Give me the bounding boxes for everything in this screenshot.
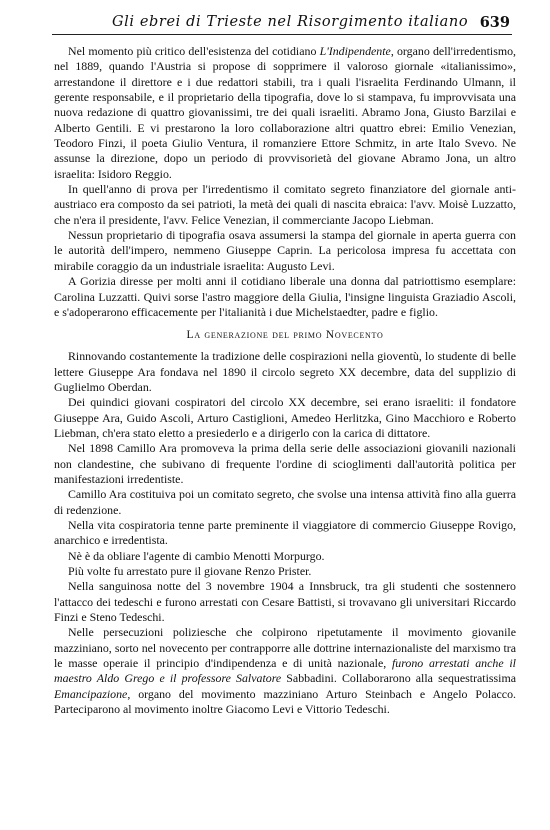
paragraph-6: Dei quindici giovani cospiratori del circolo XX decembre, sei erano israeliti: il fondatore Giuseppe Ara, Guido Ascoli, Arturo Castiglioni, Amedeo Herlitzka, Gino Macchioro e Roberto Liebman, ch'era stato eletto a presiederlo e a dirigerlo con la carica di dittatore. — [54, 395, 516, 440]
paragraph-4: A Gorizia diresse per molti anni il cotidiano liberale una donna dal patriottismo esemplare: Carolina Luzzatti. Quivi sorse l'astro maggiore della Giulia, l'insigne linguista Graziadio Ascoli, e s'adoperarono efficacemente per l'italianità i due Michelstaedter, padre e figlio. — [54, 274, 516, 319]
paragraph-12: Nella sanguinosa notte del 3 novembre 1904 a Innsbruck, tra gli studenti che sostennero l'attacco dei tedeschi e furono arrestati con Cesare Battisti, si trovavano gli universitari Riccardo Finzi e Steno Tedeschi. — [54, 579, 516, 625]
running-title: Gli ebrei di Trieste nel Risorgimento italiano — [112, 14, 469, 30]
running-head — [52, 12, 512, 35]
italic-passage: furono arrestati anche il maestro Aldo Grego e il professore Salvatore — [54, 656, 516, 686]
paragraph-10: Nè è da obliare l'agente di cambio Menotti Morpurgo. — [68, 548, 325, 563]
publication-name: Emancipazione — [54, 686, 128, 701]
paragraph-7: Nel 1898 Camillo Ara promoveva la prima della serie delle associazioni giovanili nazionali non clandestine, che subivano di frequente l'ordine di scioglimenti dall'autorità politica per manifestazioni irredentiste. — [54, 441, 516, 486]
paragraph-13-continued: Sabbadini. Collaborarono alla sequestratissima — [281, 671, 516, 686]
paragraph-13 — [54, 625, 516, 717]
paragraph-2: In quell'anno di prova per l'irredentismo il comitato segreto finanziatore del giornale anti-austriaco era composto da sei patrioti, la metà dei quali di nascita ebraica: l'avv. Moisè Luzzatto, che n'era il presidente, l'avv. Felice Venezian, il commerciante Jacopo Liebman. — [54, 182, 516, 227]
paragraph-1-continued: , organo dell'irredentismo, nel 1889, quando l'Austria si propose di sopprimere il valoroso giornale «italianissimo», arrestandone il direttore e i due redattori stabili, tra i quali l'israelita Ferdinando Ulmann, il gerente responsabile, e il proprietario della tipografia, dove lo si stampava, fu improvvisata una nuova redazione di quattro giovanissimi, tre dei quali israeliti. Abramo Jona, Giusto Barzilai e Alberto Gentili. E vi prestarono la loro collaborazione altri quattro ebrei: Emilio Venezian, Teodoro Finzi, il poeta Giulio Ventura, il romanziere Ettore Schmitz, in arte Italo Svevo. Ne assunse la direzione, dopo un periodo di provvisorietà del giovane Abramo Jona, un altro israelita: Isidoro Reggio. — [54, 44, 517, 181]
paragraph-1-text: Nel momento più critico dell'esistenza del cotidiano — [68, 44, 320, 58]
paragraph-11: Più volte fu arrestato pure il giovane Renzo Prister. — [68, 564, 312, 578]
paragraph-9: Nella vita cospiratoria tenne parte preminente il viaggiatore di commercio Giuseppe Rovigo, anarchico e irredentista. — [54, 517, 516, 548]
paragraph-1 — [54, 44, 516, 182]
page-number: 639 — [479, 14, 510, 31]
paragraph-13-end: , organo del movimento mazziniano Arturo Steinbach e Angelo Polacco. Parteciparono al movimento inoltre Giacomo Levi e Vittorio Tedeschi. — [54, 686, 516, 717]
paragraph-8: Camillo Ara costituiva poi un comitato segreto, che svolse una intensa attività fino alla guerra di redenzione. — [54, 487, 516, 517]
newspaper-name: L'Indipendente — [319, 44, 391, 58]
section-title: La generazione del primo Novecento — [186, 328, 384, 342]
body-text — [54, 44, 516, 717]
paragraph-13-text: Nelle persecuzioni poliziesche che colpirono ripetutamente il movimento giovanile mazziniano, sorto nel novecento per contrapporre alle dottrine internazionaliste del marxismo tra le masse operaie il principio d'indipendenza e di unità nazionale, — [54, 625, 516, 671]
paragraph-5: Rinnovando costantemente la tradizione delle cospirazioni nella gioventù, lo studente di belle lettere Giuseppe Ara fondava nel 1890 il circolo segreto XX decembre, data del supplizio di Guglielmo Oberdan. — [54, 349, 516, 394]
paragraph-3: Nessun proprietario di tipografia osava assumersi la stampa del giornale in aperta guerra con le autorità dell'impero, nemmeno Giuseppe Caprin. La pericolosa impresa fu accettata con mirabile coraggio da un industriale israelita: Augusto Levi. — [54, 228, 516, 273]
